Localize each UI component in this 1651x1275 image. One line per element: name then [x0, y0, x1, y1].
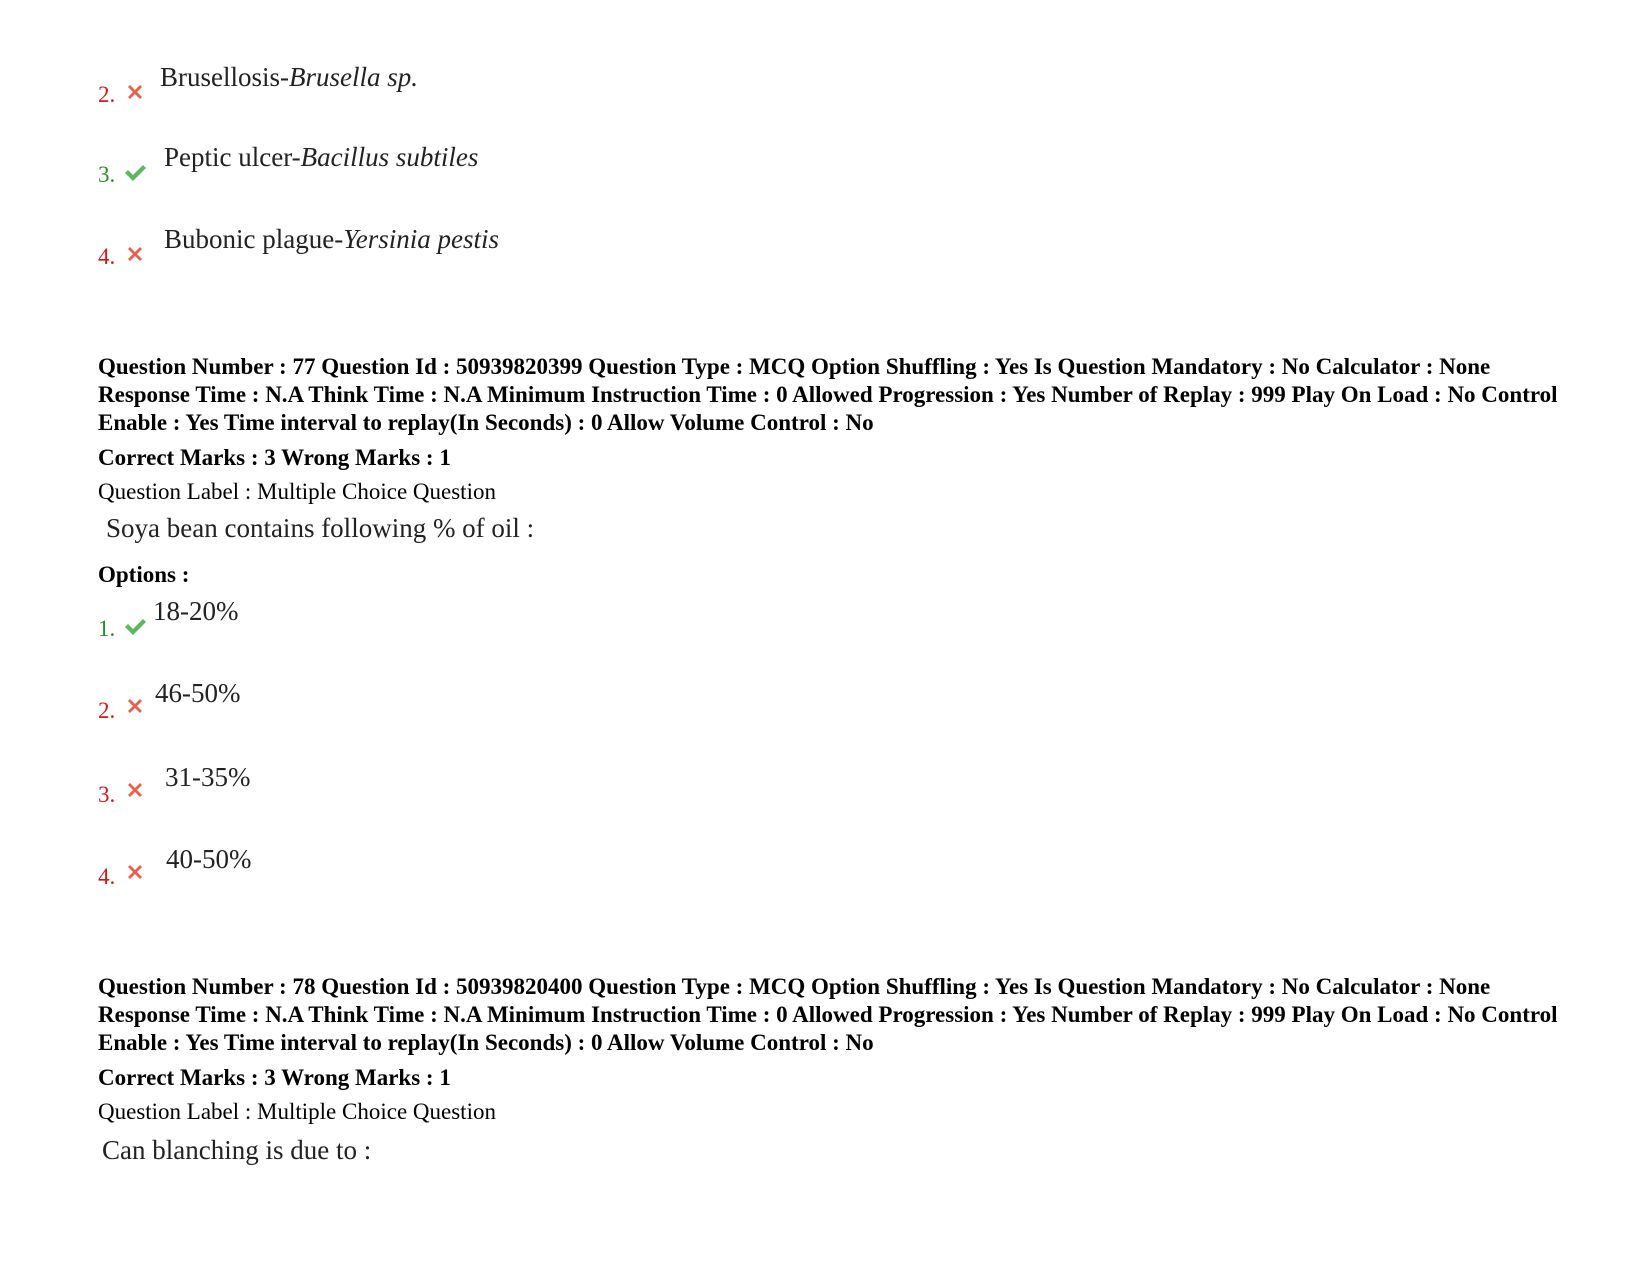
check-icon: [123, 160, 147, 184]
question-77-marks: Correct Marks : 3 Wrong Marks : 1: [98, 445, 451, 470]
option-number: 3.: [98, 162, 116, 187]
option-number: 2.: [98, 698, 116, 723]
question-77-options-heading: Options :: [98, 562, 190, 587]
question-77-text: Soya bean contains following % of oil :: [106, 513, 535, 543]
option-text: Peptic ulcer-Bacillus subtiles: [164, 142, 479, 172]
option-text: 40-50%: [166, 844, 252, 874]
option-number: 4.: [98, 244, 116, 269]
cross-icon: [123, 80, 147, 104]
option-text: 18-20%: [153, 596, 239, 626]
option-text: Bubonic plague-Yersinia pestis: [164, 224, 500, 254]
question-78-text: Can blanching is due to :: [102, 1135, 372, 1165]
cross-icon: [123, 242, 147, 266]
question-77-meta: Question Number : 77 Question Id : 50939820399 Question Type : MCQ Option Shuffling : Yes Is Question Mandatory : No Calculator : None Response Time : N.A Think Time : N.A Minimum Instruction Time : 0 Allowed Progression : Yes Number of Replay : 999 Play On Load : No Control Enable : Yes Time interval to replay(In Seconds) : 0 Allow Volume Control : No: [98, 354, 1558, 435]
question-78-marks: Correct Marks : 3 Wrong Marks : 1: [98, 1065, 451, 1090]
question-77-label: Question Label : Multiple Choice Question: [98, 479, 496, 504]
option-number: 3.: [98, 782, 116, 807]
cross-icon: [123, 860, 147, 884]
option-text: 31-35%: [165, 762, 251, 792]
cross-icon: [123, 778, 147, 802]
option-number: 1.: [98, 616, 116, 641]
question-78-meta: Question Number : 78 Question Id : 50939820400 Question Type : MCQ Option Shuffling : Yes Is Question Mandatory : No Calculator : None Response Time : N.A Think Time : N.A Minimum Instruction Time : 0 Allowed Progression : Yes Number of Replay : 999 Play On Load : No Control Enable : Yes Time interval to replay(In Seconds) : 0 Allow Volume Control : No: [98, 974, 1558, 1055]
option-number: 4.: [98, 864, 116, 889]
option-number: 2.: [98, 82, 116, 107]
option-text: 46-50%: [155, 678, 241, 708]
option-text: Brusellosis-Brusella sp.: [160, 62, 419, 92]
question-78-label: Question Label : Multiple Choice Question: [98, 1099, 496, 1124]
check-icon: [123, 614, 147, 638]
cross-icon: [123, 694, 147, 718]
